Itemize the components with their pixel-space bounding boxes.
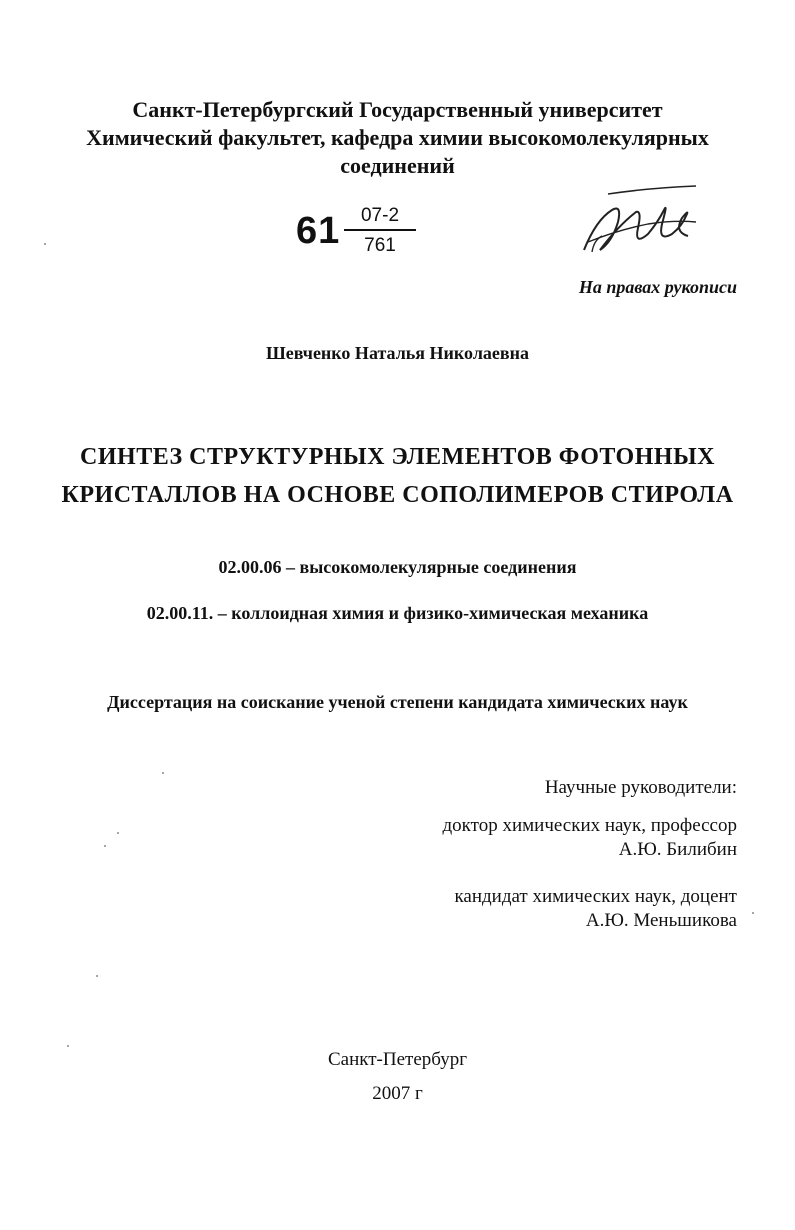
- city: Санкт-Петербург: [327, 1049, 467, 1070]
- supervisor-2: [454, 885, 737, 933]
- supervisor-1-degree: доктор химических наук, профессор: [442, 815, 737, 836]
- stamp-code: 61: [296, 210, 341, 252]
- supervisors-heading: Научные руководители:: [544, 777, 737, 798]
- specialty-2: 02.00.11. – коллоидная химия и физико-химическая механика: [146, 603, 649, 623]
- faculty-line-cont: соединений: [340, 153, 455, 178]
- dissertation-title: [0, 438, 795, 514]
- stamp-numerator: 07-2: [344, 205, 416, 231]
- university-name: Санкт-Петербургский Государственный университет: [132, 97, 663, 122]
- supervisor-1-name: А.Ю. Билибин: [618, 839, 737, 860]
- stamp-denominator: 761: [364, 235, 396, 256]
- scan-speck: [44, 243, 46, 245]
- author-name: Шевченко Наталья Николаевна: [266, 343, 529, 363]
- specialty-1: 02.00.06 – высокомолекулярные соединения: [218, 557, 577, 577]
- year: 2007 г: [372, 1083, 423, 1104]
- dissertation-degree: Диссертация на соискание ученой степени кандидата химических наук: [107, 692, 688, 712]
- supervisor-2-degree: кандидат химических наук, доцент: [454, 886, 737, 907]
- stamp-fraction: [344, 205, 416, 257]
- scan-speck: [162, 772, 164, 774]
- title-line-1: СИНТЕЗ СТРУКТУРНЫХ ЭЛЕМЕНТОВ ФОТОННЫХ: [80, 444, 715, 470]
- manuscript-rights: На правах рукописи: [578, 277, 737, 297]
- title-line-2: КРИСТАЛЛОВ НА ОСНОВЕ СОПОЛИМЕРОВ СТИРОЛА: [61, 482, 734, 508]
- scan-speck: [104, 845, 106, 847]
- university-header: [0, 96, 795, 180]
- scan-speck: [67, 1045, 69, 1047]
- signature-icon: [578, 180, 708, 265]
- supervisor-1: [443, 814, 737, 862]
- supervisor-2-name: А.Ю. Меньшикова: [585, 910, 737, 931]
- scan-speck: [117, 832, 119, 834]
- faculty-line: Химический факультет, кафедра химии высокомолекулярных: [86, 125, 709, 150]
- scan-speck: [752, 912, 754, 914]
- scan-speck: [96, 975, 98, 977]
